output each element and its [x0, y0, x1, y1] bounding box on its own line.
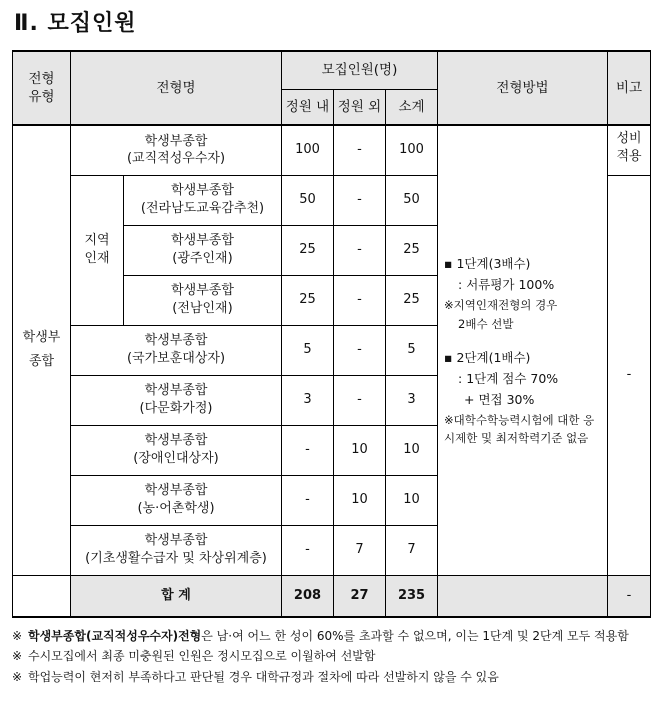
footnote	[12, 646, 652, 666]
row-in: 5	[282, 325, 334, 375]
header-in-quota: 정원 내	[282, 89, 334, 125]
row-in: -	[282, 475, 334, 525]
row-name: 학생부종합 (기초생활수급자 및 차상위계층)	[71, 525, 282, 575]
row-sum: 50	[386, 175, 438, 225]
footnote-bold: 학생부종합(교직적성우수자)전형	[28, 629, 202, 643]
row-out: -	[334, 275, 386, 325]
row-name: 학생부종합 (농·어촌학생)	[71, 475, 282, 525]
row-in: 3	[282, 375, 334, 425]
method-stage2: ▪ 2단계(1배수)	[444, 349, 531, 365]
row-sum: 5	[386, 325, 438, 375]
row-sum: 10	[386, 475, 438, 525]
row-out: -	[334, 125, 386, 175]
footnote-text: 수시모집에서 최종 미충원된 인원은 정시모집으로 이월하여 선발함	[28, 649, 376, 664]
method-stage2-detail2: + 면접 30%	[464, 392, 535, 408]
method-stage2-detail1: : 1단계 점수 70%	[458, 371, 559, 387]
footnote-mark: ※	[12, 669, 23, 684]
header-remark: 비고	[608, 51, 651, 125]
row-in: -	[282, 525, 334, 575]
header-type: 전형 유형	[13, 51, 71, 125]
method-stage1-note1: ※지역인재전형의 경우	[444, 297, 558, 312]
row-sum: 25	[386, 225, 438, 275]
footnote-text: 은 남·여 어느 한 성이 60%를 초과할 수 없으며, 이는 1단계 및 2단계 모두 적용함	[201, 629, 629, 643]
row-name: 학생부종합 (국가보훈대상자)	[71, 325, 282, 375]
total-label: 합 계	[71, 575, 282, 617]
type-cell: 학생부 종합	[13, 125, 71, 575]
row-in: 25	[282, 275, 334, 325]
total-in: 208	[282, 575, 334, 617]
row-name: 학생부종합 (광주인재)	[124, 225, 282, 275]
method-cell	[438, 125, 608, 575]
row-in: 50	[282, 175, 334, 225]
row-sum: 7	[386, 525, 438, 575]
row-in: 25	[282, 225, 334, 275]
header-method: 전형방법	[438, 51, 608, 125]
row-out: -	[334, 375, 386, 425]
row-sum: 3	[386, 375, 438, 425]
footnote	[12, 667, 652, 687]
method-stage1: ▪ 1단계(3배수)	[444, 256, 531, 272]
footnote-mark: ※	[12, 629, 23, 643]
method-stage1-note2: 2배수 선발	[458, 317, 514, 332]
total-row	[13, 575, 651, 617]
method-stage2-note: ※대학수학능력시험에 대한 응시제한 및 최저학력기준 없음	[444, 412, 595, 445]
header-subtotal: 소계	[386, 89, 438, 125]
remark-first: 성비 적용	[608, 125, 651, 175]
region-cell: 지역 인재	[71, 175, 124, 325]
row-out: 10	[334, 425, 386, 475]
row-in: 100	[282, 125, 334, 175]
total-remark: -	[608, 575, 651, 617]
row-sum: 10	[386, 425, 438, 475]
header-quota-group: 모집인원(명)	[282, 51, 438, 89]
footnote-mark: ※	[12, 649, 23, 664]
header-out-quota: 정원 외	[334, 89, 386, 125]
row-sum: 25	[386, 275, 438, 325]
footnotes	[12, 626, 652, 687]
row-out: -	[334, 175, 386, 225]
row-name: 학생부종합 (교직적성우수자)	[71, 125, 282, 175]
row-out: -	[334, 225, 386, 275]
row-name: 학생부종합 (전라남도교육감추천)	[124, 175, 282, 225]
footnote	[12, 626, 652, 646]
row-out: -	[334, 325, 386, 375]
table-row	[13, 125, 651, 175]
header-name: 전형명	[71, 51, 282, 125]
row-out: 7	[334, 525, 386, 575]
total-sum: 235	[386, 575, 438, 617]
row-out: 10	[334, 475, 386, 525]
row-name: 학생부종합 (장애인대상자)	[71, 425, 282, 475]
footnote-text: 학업능력이 현저히 부족하다고 판단될 경우 대학규정과 절차에 따라 선발하지 않을 수 있음	[28, 669, 499, 684]
recruitment-table	[12, 50, 651, 618]
total-out: 27	[334, 575, 386, 617]
row-name: 학생부종합 (전남인재)	[124, 275, 282, 325]
total-type-blank	[13, 575, 71, 617]
method-stage1-detail: : 서류평가 100%	[458, 277, 555, 293]
row-in: -	[282, 425, 334, 475]
row-name: 학생부종합 (다문화가정)	[71, 375, 282, 425]
remark-rest: -	[608, 175, 651, 575]
row-sum: 100	[386, 125, 438, 175]
section-title: Ⅱ. 모집인원	[14, 11, 137, 36]
total-method-blank	[438, 575, 608, 617]
